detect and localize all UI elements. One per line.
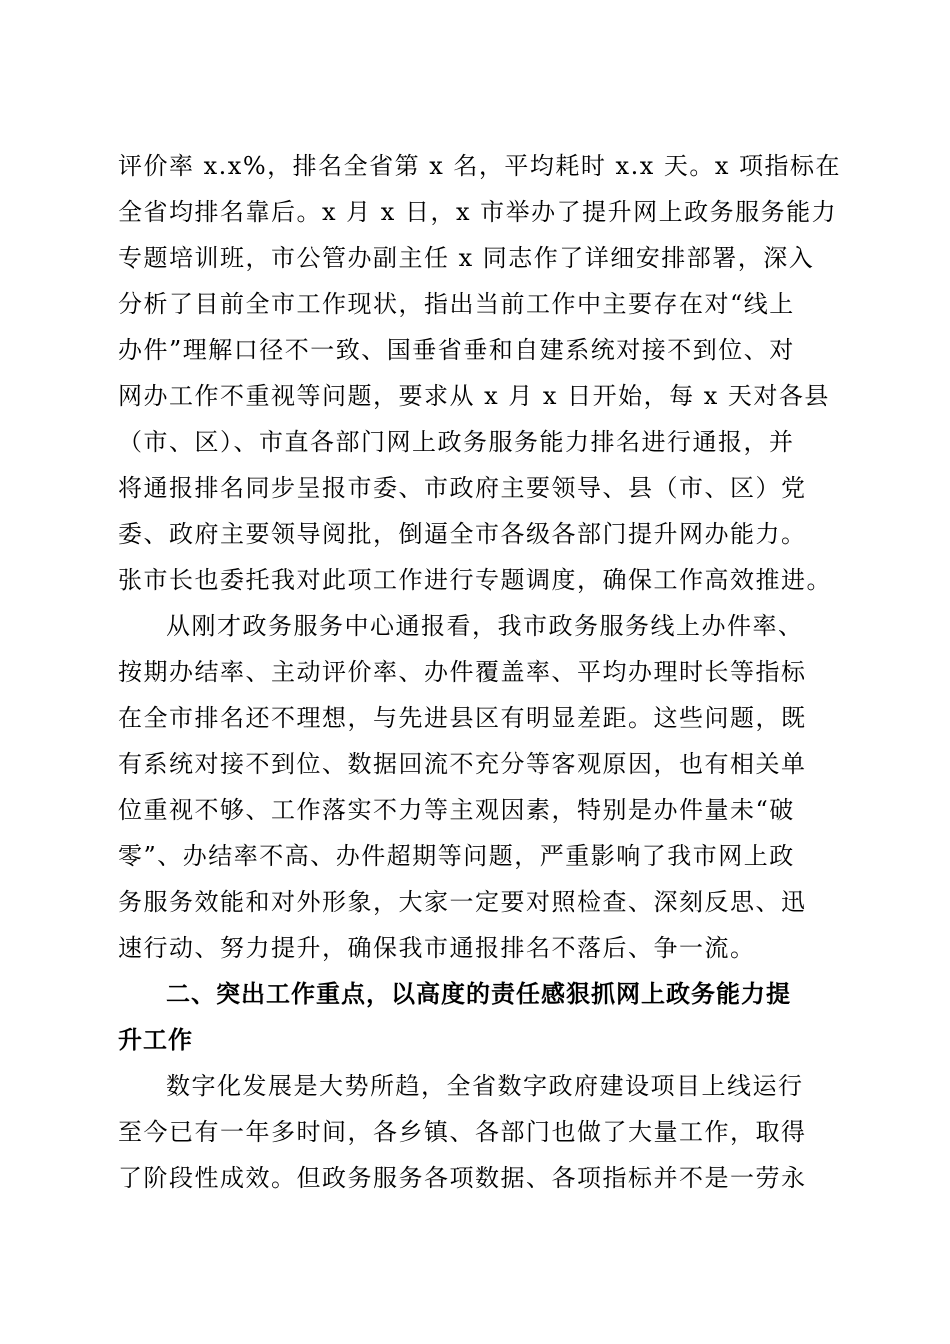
paragraph-line: 评价率 x.x%，排名全省第 x 名，平均耗时 x.x 天。x 项指标在 xyxy=(118,152,842,180)
paragraph-line: 将通报排名同步呈报市委、市政府主要领导、县（市、区）党 xyxy=(118,474,807,502)
heading-line: 二、突出工作重点，以高度的责任感狠抓网上政务能力提 xyxy=(166,980,791,1008)
paragraph-line: （市、区）、市直各部门网上政务服务能力排名进行通报，并 xyxy=(118,428,795,456)
heading-line: 升工作 xyxy=(118,1026,193,1054)
paragraph-line: 数字化发展是大势所趋，全省数字政府建设项目上线运行 xyxy=(166,1072,804,1100)
paragraph-line: 网办工作不重视等问题，要求从 x 月 x 日开始，每 x 天对各县 xyxy=(118,382,830,410)
paragraph-line: 有系统对接不到位、数据回流不充分等客观原因，也有相关单 xyxy=(118,750,807,778)
paragraph-line: 按期办结率、主动评价率、办件覆盖率、平均办理时长等指标 xyxy=(118,658,807,686)
paragraph-line: 至今已有一年多时间，各乡镇、各部门也做了大量工作，取得 xyxy=(118,1118,807,1146)
paragraph-line: 从刚才政务服务中心通报看，我市政务服务线上办件率、 xyxy=(166,612,804,640)
paragraph-line: 分析了目前全市工作现状，指出当前工作中主要存在对“线上 xyxy=(118,290,795,318)
paragraph-line: 零”、办结率不高、办件超期等问题，严重影响了我市网上政 xyxy=(118,842,795,870)
paragraph-line: 了阶段性成效。但政务服务各项数据、各项指标并不是一劳永 xyxy=(118,1164,807,1192)
paragraph-line: 委、政府主要领导阅批，倒逼全市各级各部门提升网办能力。 xyxy=(118,520,807,548)
paragraph-line: 全省均排名靠后。x 月 x 日，x 市举办了提升网上政务服务能力 xyxy=(118,198,838,226)
paragraph-line: 在全市排名还不理想，与先进县区有明显差距。这些问题，既 xyxy=(118,704,807,732)
paragraph-line: 张市长也委托我对此项工作进行专题调度，确保工作高效推进。 xyxy=(118,566,832,594)
paragraph-line: 位重视不够、工作落实不力等主观因素，特别是办件量未“破 xyxy=(118,796,795,824)
paragraph-line: 速行动、努力提升，确保我市通报排名不落后、争一流。 xyxy=(118,934,756,962)
paragraph-line: 务服务效能和对外形象，大家一定要对照检查、深刻反思、迅 xyxy=(118,888,807,916)
paragraph-line: 专题培训班，市公管办副主任 x 同志作了详细安排部署，深入 xyxy=(118,244,815,272)
paragraph-line: 办件”理解口径不一致、国垂省垂和自建系统对接不到位、对 xyxy=(118,336,795,364)
